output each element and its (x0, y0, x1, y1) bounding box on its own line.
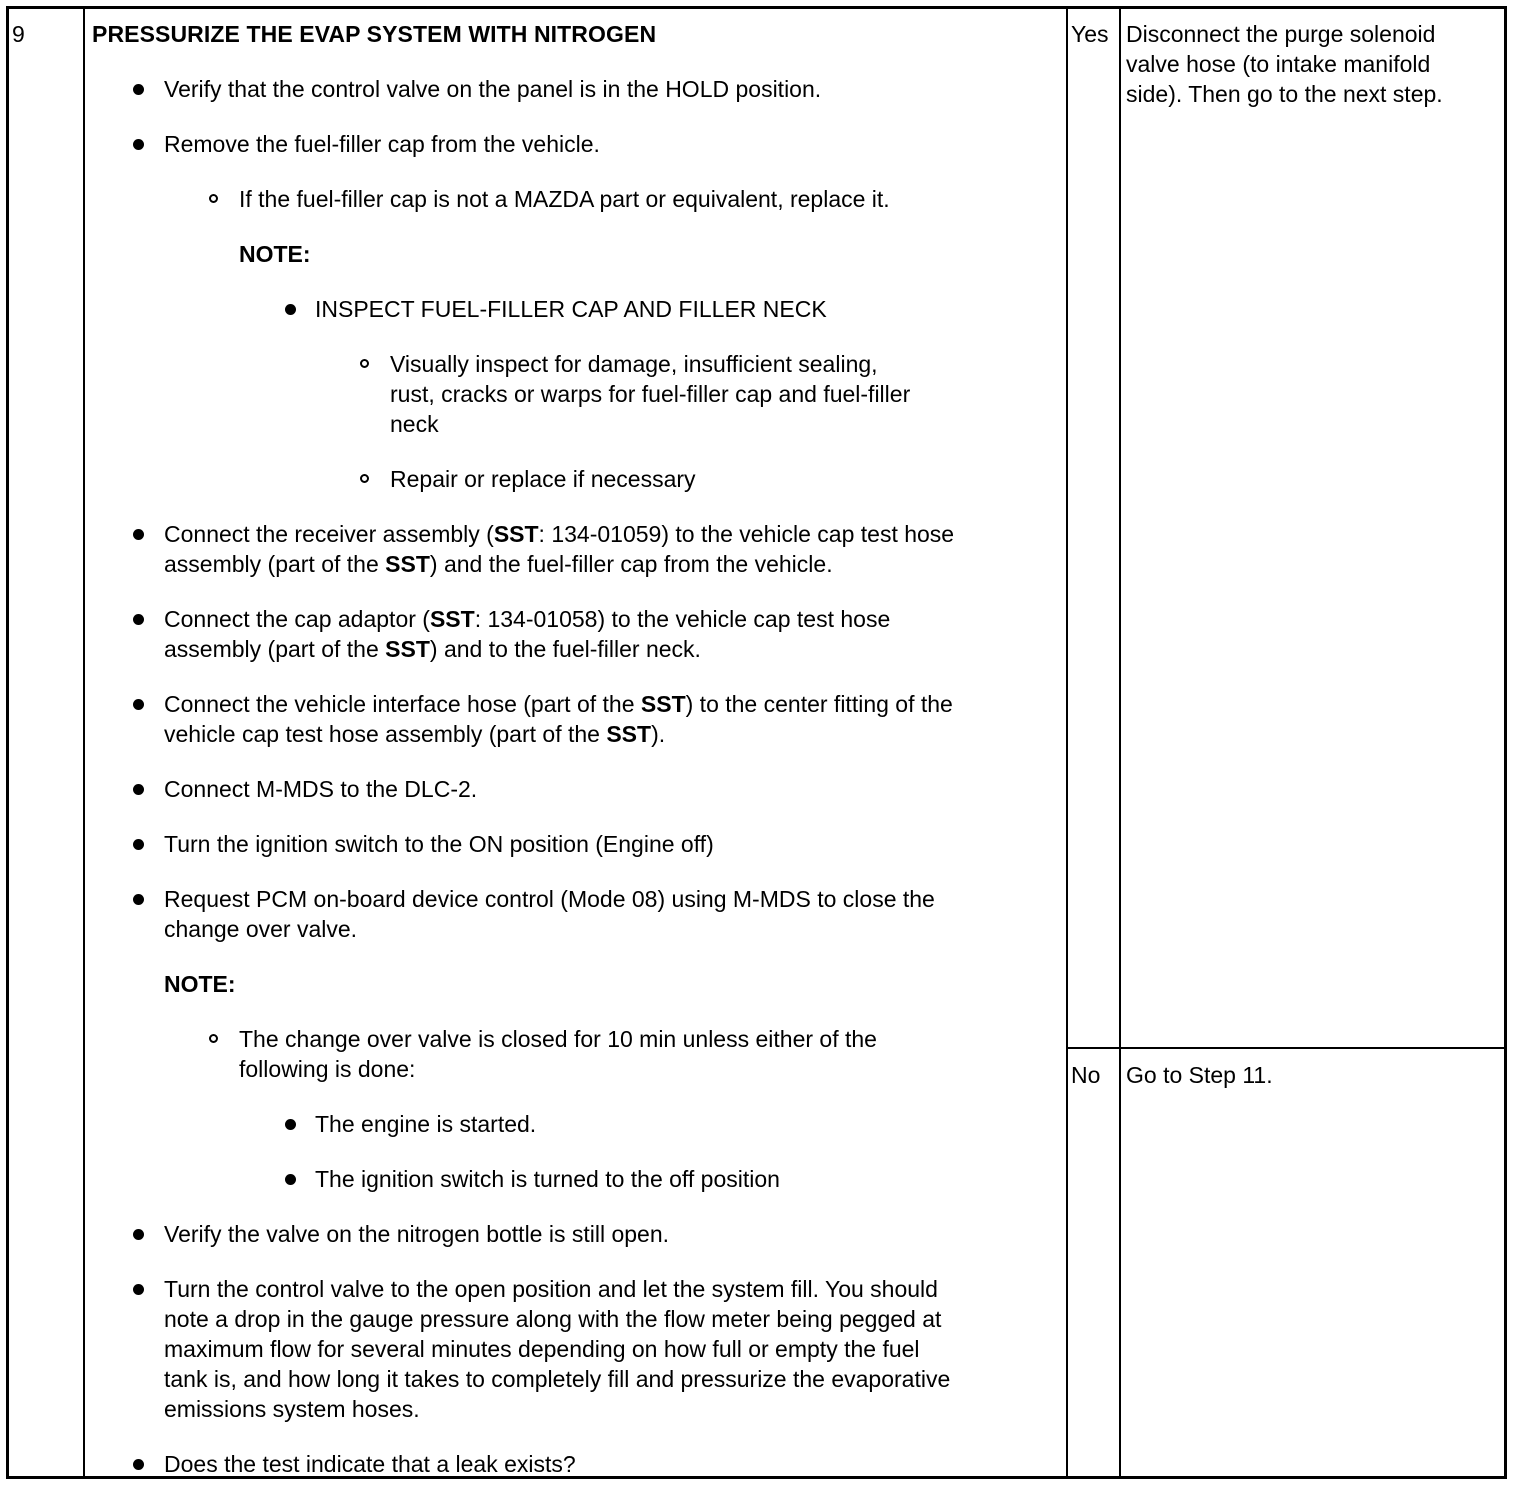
circle-bullet-icon (360, 474, 369, 483)
bullet-icon (133, 1229, 144, 1240)
text-line: change over valve. (164, 916, 358, 942)
text-line: Connect the vehicle interface hose (part of the SST) to the center fitting of the (164, 691, 953, 717)
procedure-subitem-2a: If the fuel-filler cap is not a MAZDA part or equivalent, replace it. (239, 186, 890, 212)
note-label: NOTE: (164, 971, 236, 997)
column-divider-1 (83, 9, 85, 1476)
procedure-item-2: Remove the fuel-filler cap from the vehicle. (164, 131, 600, 157)
text-line: assembly (part of the SST) and the fuel-filler cap from the vehicle. (164, 551, 833, 577)
yes-action-line: side). Then go to the next step. (1126, 81, 1443, 107)
bullet-icon (133, 529, 144, 540)
procedure-item-4 (164, 604, 890, 664)
procedure-item-6: Connect M-MDS to the DLC-2. (164, 776, 478, 802)
bullet-icon (133, 1284, 144, 1295)
bullet-icon (133, 784, 144, 795)
bullet-icon (133, 839, 144, 850)
bullet-icon (285, 1174, 296, 1185)
procedure-subitem-8b: The engine is started. (315, 1111, 537, 1137)
procedure-item-8 (164, 884, 935, 944)
no-label: No (1071, 1062, 1101, 1088)
text-line: Visually inspect for damage, insufficient sealing, (390, 351, 878, 377)
yes-action (1126, 19, 1443, 109)
bullet-icon (133, 1459, 144, 1470)
procedure-item-9: Verify the valve on the nitrogen bottle is still open. (164, 1221, 670, 1247)
circle-bullet-icon (209, 194, 218, 203)
step-title: PRESSURIZE THE EVAP SYSTEM WITH NITROGEN (92, 21, 657, 47)
procedure-subitem-2b: INSPECT FUEL-FILLER CAP AND FILLER NECK (315, 296, 827, 322)
yes-no-divider (1066, 1047, 1504, 1049)
text-line: assembly (part of the SST) and to the fuel-filler neck. (164, 636, 701, 662)
text-line: emissions system hoses. (164, 1396, 420, 1422)
diagnostic-step-table (6, 6, 1507, 1479)
circle-bullet-icon (209, 1034, 218, 1043)
text-line: tank is, and how long it takes to completely fill and pressurize the evaporative (164, 1366, 951, 1392)
text-line: Connect the cap adaptor (SST: 134-01058) to the vehicle cap test hose (164, 606, 891, 632)
text-line: neck (390, 411, 439, 437)
procedure-item-10 (164, 1274, 950, 1424)
procedure-item-11: Does the test indicate that a leak exists? (164, 1451, 576, 1477)
yes-action-line: Disconnect the purge solenoid (1126, 21, 1436, 47)
procedure-subitem-8c: The ignition switch is turned to the off position (315, 1166, 780, 1192)
procedure-subitem-2d: Repair or replace if necessary (390, 466, 696, 492)
yes-action-line: valve hose (to intake manifold (1126, 51, 1431, 77)
text-line: vehicle cap test hose assembly (part of the SST). (164, 721, 666, 747)
procedure-item-3 (164, 519, 954, 579)
no-action: Go to Step 11. (1126, 1062, 1273, 1088)
bullet-icon (285, 304, 296, 315)
bullet-icon (133, 894, 144, 905)
procedure-item-5 (164, 689, 953, 749)
procedure-item-1: Verify that the control valve on the panel is in the HOLD position. (164, 76, 822, 102)
text-line: note a drop in the gauge pressure along with the flow meter being pegged at (164, 1306, 942, 1332)
bullet-icon (133, 84, 144, 95)
procedure-subitem-2c (390, 349, 910, 439)
note-label: NOTE: (239, 241, 311, 267)
column-divider-2 (1066, 9, 1068, 1476)
text-line: rust, cracks or warps for fuel-filler cap and fuel-filler (390, 381, 911, 407)
text-line: The change over valve is closed for 10 min unless either of the (239, 1026, 877, 1052)
text-line: maximum flow for several minutes depending on how full or empty the fuel (164, 1336, 920, 1362)
circle-bullet-icon (360, 359, 369, 368)
procedure-item-7: Turn the ignition switch to the ON position (Engine off) (164, 831, 714, 857)
bullet-icon (133, 614, 144, 625)
column-divider-3 (1119, 9, 1121, 1476)
text-line: Request PCM on-board device control (Mode 08) using M-MDS to close the (164, 886, 935, 912)
text-line: Connect the receiver assembly (SST: 134-01059) to the vehicle cap test hose (164, 521, 955, 547)
yes-label: Yes (1071, 21, 1109, 47)
procedure-subitem-8a (239, 1024, 877, 1084)
bullet-icon (133, 699, 144, 710)
text-line: following is done: (239, 1056, 416, 1082)
step-number: 9 (12, 21, 25, 47)
text-line: Turn the control valve to the open position and let the system fill. You should (164, 1276, 938, 1302)
bullet-icon (285, 1119, 296, 1130)
bullet-icon (133, 139, 144, 150)
